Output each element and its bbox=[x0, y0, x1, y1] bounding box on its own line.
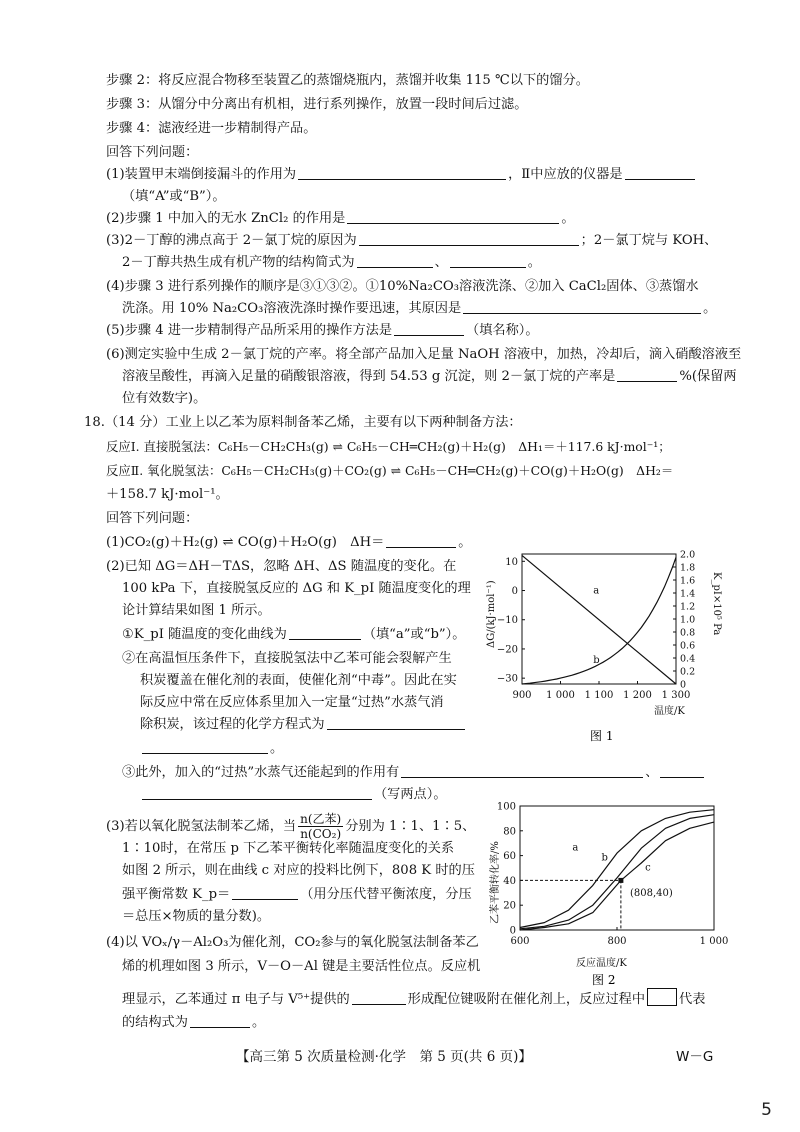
q18-3-line5: ＝总压×物质的量分数)。 bbox=[122, 909, 271, 924]
fig2-series-c-label: c bbox=[645, 862, 651, 874]
q18-2-sub2-line1: ②在高温恒压条件下，直接脱氢法中乙苯可能会裂解产生 bbox=[122, 651, 452, 666]
fig1-y-right-tick-label: 1.8 bbox=[680, 562, 696, 574]
fig1-y-right-tick-label: 0.8 bbox=[680, 627, 696, 639]
q18-answer-prompt: 回答下列问题： bbox=[106, 511, 199, 526]
fig2-series-c-curve bbox=[520, 822, 714, 930]
fig2-marked-point bbox=[618, 878, 623, 883]
fig2-plot-frame bbox=[520, 806, 714, 930]
fig2-y-tick-label: 100 bbox=[496, 801, 516, 813]
fig2-series-b-label: b bbox=[601, 852, 608, 864]
q17-3-line2 bbox=[122, 254, 541, 272]
q17-3-text-b: ；2－氯丁烷与 KOH、 bbox=[580, 233, 718, 248]
reaction-1: 反应Ⅰ. 直接脱氢法：C₆H₅－CH₂CH₃(g) ⇌ C₆H₅－CH═CH₂(g)＋H₂(g) ΔH₁＝＋117.6 kJ·mol⁻¹； bbox=[106, 439, 671, 454]
q17-4-end: 。 bbox=[703, 301, 717, 316]
answer-blank[interactable] bbox=[289, 626, 361, 640]
fig1-y-left-tick-label: 0 bbox=[511, 586, 518, 598]
q18-4-end: 。 bbox=[251, 1015, 266, 1030]
answer-blank[interactable] bbox=[394, 322, 464, 336]
q17-5-text: (5)步骤 4 进一步精制得产品所采用的操作方法是 bbox=[106, 323, 393, 338]
q18-2-sub1-text: ①K_pⅠ 随温度的变化曲线为 bbox=[122, 627, 287, 642]
fig2-series-a-curve bbox=[520, 810, 714, 928]
fig2-ylabel: 乙苯平衡转化率/% bbox=[490, 841, 501, 924]
q18-4-line2: 烯的机理如图 3 所示，V－O－Al 键是主要活性位点。反应机 bbox=[122, 959, 481, 974]
q17-1-line1 bbox=[106, 166, 697, 184]
q18-3-line1 bbox=[106, 812, 475, 841]
fig2-y-tick-label: 20 bbox=[503, 900, 516, 912]
q18-4-line1: (4)以 VOₓ/γ－Al₂O₃为催化剂，CO₂参与的氧化脱氢法制备苯乙 bbox=[106, 935, 479, 950]
q18-2-sub3-sep: 、 bbox=[645, 765, 659, 780]
fig1-y-right-tick-label: 0.4 bbox=[680, 653, 696, 665]
q17-4-line2 bbox=[122, 300, 716, 318]
answer-blank[interactable] bbox=[347, 210, 559, 224]
q18-3-line4 bbox=[122, 886, 472, 904]
fig1-y-left-tick-label: 10 bbox=[505, 556, 518, 568]
q17-1-line2: （填“A”或“B”）。 bbox=[122, 189, 226, 204]
step-4: 步骤 4：滤液经进一步精制得产品。 bbox=[106, 121, 317, 136]
q17-2 bbox=[106, 210, 575, 228]
fig1-y-right-tick-label: 2.0 bbox=[680, 549, 696, 561]
q18-4-line4 bbox=[122, 1014, 265, 1032]
answer-blank[interactable] bbox=[327, 716, 465, 730]
footer-center: 【高三第 5 次质量检测·化学 第 5 页(共 6 页)】 bbox=[236, 1049, 532, 1065]
q18-4-text-c: 理显示，乙苯通过 π 电子与 V⁵⁺提供的 bbox=[122, 992, 350, 1007]
q18-3-line2: 1∶10时，在常压 p 下乙苯平衡转化率随温度变化的关系 bbox=[122, 841, 455, 856]
q18-2-sub1 bbox=[122, 626, 465, 644]
reaction-2: 反应Ⅱ. 氧化脱氢法：C₆H₅－CH₂CH₃(g)＋CO₂(g) ⇌ C₆H₅－CH═CH₂(g)＋CO(g)＋H₂O(g) ΔH₂＝ bbox=[106, 463, 674, 478]
q18-2-sub3-line2 bbox=[140, 786, 447, 804]
q18-2-line1: (2)已知 ΔG＝ΔH－TΔS，忽略 ΔH、ΔS 随温度的变化。在 bbox=[106, 559, 457, 574]
q17-6-line1: (6)测定实验中生成 2－氯丁烷的产率。将全部产品加入足量 NaOH 溶液中，加热，冷却后，滴入硝酸溶液至 bbox=[106, 347, 742, 362]
fig2-y-tick-label: 0 bbox=[509, 925, 516, 937]
answer-blank[interactable] bbox=[352, 991, 406, 1005]
fig1-x-tick-label: 1 100 bbox=[584, 690, 614, 701]
q17-1-text-a: (1)装置甲末端倒接漏斗的作用为 bbox=[106, 167, 297, 182]
answer-blank[interactable] bbox=[298, 166, 506, 180]
q18-3-text-b: 分别为 1∶1、1∶5、 bbox=[345, 819, 476, 834]
q18-4-text-d: 形成配位键吸附在催化剂上，反应过程中 bbox=[407, 992, 646, 1007]
fig1-title: 图 1 bbox=[590, 729, 614, 743]
q18-3-text-a: (3)若以氧化脱氢法制苯乙烯，当 bbox=[106, 819, 297, 834]
fig1-y-left-tick-label: −30 bbox=[496, 673, 518, 685]
q17-4-text-b: 洗涤。用 10% Na₂CO₃溶液洗涤时操作要迅速，其原因是 bbox=[122, 301, 462, 316]
q18-2-sub2-line5 bbox=[140, 740, 283, 758]
answer-blank[interactable] bbox=[463, 300, 701, 314]
q18-2-sub3-end: （写两点）。 bbox=[374, 787, 447, 802]
fig1-series-a-label: a bbox=[593, 585, 600, 597]
fig2-y-tick-label: 40 bbox=[503, 875, 516, 887]
answer-blank[interactable] bbox=[386, 534, 456, 548]
q18-2-line3: 论计算结果如图 1 所示。 bbox=[122, 603, 271, 618]
reaction-2-enthalpy: ＋158.7 kJ·mol⁻¹。 bbox=[106, 487, 229, 502]
fig1-y-right-tick-label: 0 bbox=[680, 679, 687, 691]
step-3: 步骤 3：从馏分中分离出有机相，进行系列操作，放置一段时间后过滤。 bbox=[106, 97, 528, 112]
ratio-denominator: n(CO₂) bbox=[300, 827, 342, 841]
q18-2-sub1-end: （填“a”或“b”）。 bbox=[362, 627, 466, 642]
footer-code: W－G bbox=[676, 1049, 714, 1065]
q18-header: 18.（14 分）工业上以乙苯为原料制备苯乙烯，主要有以下两种制备方法： bbox=[84, 415, 522, 430]
q17-3-text-a: (3)2－丁醇的沸点高于 2－氯丁烷的原因为 bbox=[106, 233, 357, 248]
answer-blank[interactable] bbox=[357, 254, 433, 268]
fig2-series-a-label: a bbox=[572, 842, 579, 854]
q17-3-end: 。 bbox=[527, 255, 541, 270]
page-number: 5 bbox=[761, 1100, 772, 1120]
q17-1-text-b: ，Ⅱ中应放的仪器是 bbox=[508, 167, 623, 182]
answer-prompt: 回答下列问题： bbox=[106, 145, 199, 160]
q18-1 bbox=[106, 534, 471, 552]
q18-4-text-e: 代表 bbox=[679, 992, 706, 1007]
q17-6-text-c: %(保留两 bbox=[679, 369, 737, 384]
answer-blank[interactable] bbox=[142, 786, 372, 800]
q18-2-sub2-end: 。 bbox=[270, 741, 284, 756]
fig1-x-tick-label: 1 300 bbox=[661, 690, 691, 701]
answer-blank[interactable] bbox=[359, 232, 579, 246]
answer-blank[interactable] bbox=[617, 368, 677, 382]
fig1-y-left-tick-label: −20 bbox=[496, 644, 518, 656]
q18-1-end: 。 bbox=[458, 535, 472, 550]
fig1-series-b-label: b bbox=[593, 655, 600, 667]
q18-4-text-f: 的结构式为 bbox=[122, 1015, 188, 1030]
fig2-x-tick-label: 800 bbox=[607, 936, 627, 947]
answer-blank[interactable] bbox=[625, 166, 695, 180]
q18-1-text: (1)CO₂(g)＋H₂(g) ⇌ CO(g)＋H₂O(g) ΔH＝ bbox=[106, 535, 385, 550]
q17-5-end: （填名称）。 bbox=[466, 323, 539, 338]
fig1-y-left-tick-label: −10 bbox=[496, 615, 518, 627]
q18-2-sub3-line1 bbox=[122, 764, 706, 782]
q17-3-line1 bbox=[106, 232, 717, 250]
figure-2-chart bbox=[484, 798, 729, 1016]
fig1-y-right-tick-label: 0.2 bbox=[680, 666, 696, 678]
answer-blank[interactable] bbox=[401, 764, 643, 778]
step-2: 步骤 2：将反应混合物移至装置乙的蒸馏烧瓶内，蒸馏并收集 115 ℃以下的馏分。 bbox=[106, 73, 589, 88]
ratio-numerator: n(乙苯) bbox=[300, 812, 342, 826]
fig1-ylabel-right: K_pⅠ×10⁵ Pa bbox=[711, 572, 722, 636]
q18-3-text-f: （用分压代替平衡浓度，分压 bbox=[300, 887, 472, 902]
q17-6-line3: 位有效数字)。 bbox=[122, 391, 207, 406]
fig2-xlabel: 反应温度/K bbox=[576, 958, 627, 969]
fig1-ylabel-left: ΔG/(kJ·mol⁻¹) bbox=[486, 580, 497, 648]
q17-4-line1: (4)步骤 3 进行系列操作的顺序是③①③②。①10%Na₂CO₃溶液洗涤、②加入 CaCl₂固体、③蒸馏水 bbox=[106, 279, 699, 294]
fig1-y-right-tick-label: 1.2 bbox=[680, 601, 696, 613]
q17-3-sep: 、 bbox=[434, 255, 448, 270]
answer-blank[interactable] bbox=[232, 886, 298, 900]
fig1-x-tick-label: 900 bbox=[512, 690, 532, 701]
q18-2-sub2-line2: 积炭覆盖在催化剂的表面，使催化剂“中毒”。因此在实 bbox=[140, 673, 457, 688]
answer-blank[interactable] bbox=[450, 254, 526, 268]
fig2-x-tick-label: 600 bbox=[510, 936, 530, 947]
q18-3-text-e: 强平衡常数 K_p＝ bbox=[122, 887, 231, 902]
q17-2-text: (2)步骤 1 中加入的无水 ZnCl₂ 的作用是 bbox=[106, 211, 346, 226]
answer-blank[interactable] bbox=[190, 1014, 250, 1028]
fig1-x-tick-label: 1 200 bbox=[623, 690, 652, 701]
fig1-y-right-tick-label: 1.4 bbox=[680, 588, 696, 600]
fig1-y-right-tick-label: 1.0 bbox=[680, 614, 696, 626]
q18-2-sub2-line3: 际反应中常在反应体系里加入一定量“过热”水蒸气消 bbox=[140, 695, 444, 710]
ratio-fraction bbox=[298, 812, 343, 841]
q18-3-line3: 如图 2 所示，则在曲线 c 对应的投料比例下，808 K 时的压 bbox=[122, 863, 475, 878]
fig2-point-annotation: (808,40) bbox=[630, 888, 673, 899]
fig1-y-right-tick-label: 1.6 bbox=[680, 575, 696, 587]
q17-6-line2 bbox=[122, 368, 737, 386]
fig1-x-tick-label: 1 000 bbox=[546, 690, 575, 701]
fig2-series-b-curve bbox=[520, 815, 714, 929]
q18-2-sub3-text: ③此外，加入的“过热”水蒸气还能起到的作用有 bbox=[122, 765, 400, 780]
fig1-y-right-tick-label: 0.6 bbox=[680, 640, 696, 652]
answer-blank[interactable] bbox=[660, 764, 704, 778]
q17-5 bbox=[106, 322, 539, 340]
fig2-y-tick-label: 80 bbox=[503, 826, 516, 838]
fig1-xlabel: 温度/K bbox=[654, 706, 685, 717]
q18-2-sub2-text: 除积炭，该过程的化学方程式为 bbox=[140, 717, 325, 732]
figure-1-chart bbox=[482, 548, 722, 744]
q17-2-end: 。 bbox=[561, 211, 575, 226]
fig2-y-tick-label: 60 bbox=[503, 851, 516, 863]
answer-blank[interactable] bbox=[142, 740, 268, 754]
q17-3-text-c: 2－丁醇共热生成有机产物的结构简式为 bbox=[122, 255, 355, 270]
q17-6-text-b: 溶液呈酸性，再滴入足量的硝酸银溶液，得到 54.53 g 沉淀，则 2－氯丁烷的产率是 bbox=[122, 369, 616, 384]
fig2-x-tick-label: 1 000 bbox=[699, 936, 729, 947]
q18-2-line2: 100 kPa 下，直接脱氢反应的 ΔG 和 K_pⅠ 随温度变化的理 bbox=[122, 581, 471, 596]
q18-2-sub2-line4 bbox=[140, 716, 467, 734]
fig2-title: 图 2 bbox=[592, 973, 616, 987]
